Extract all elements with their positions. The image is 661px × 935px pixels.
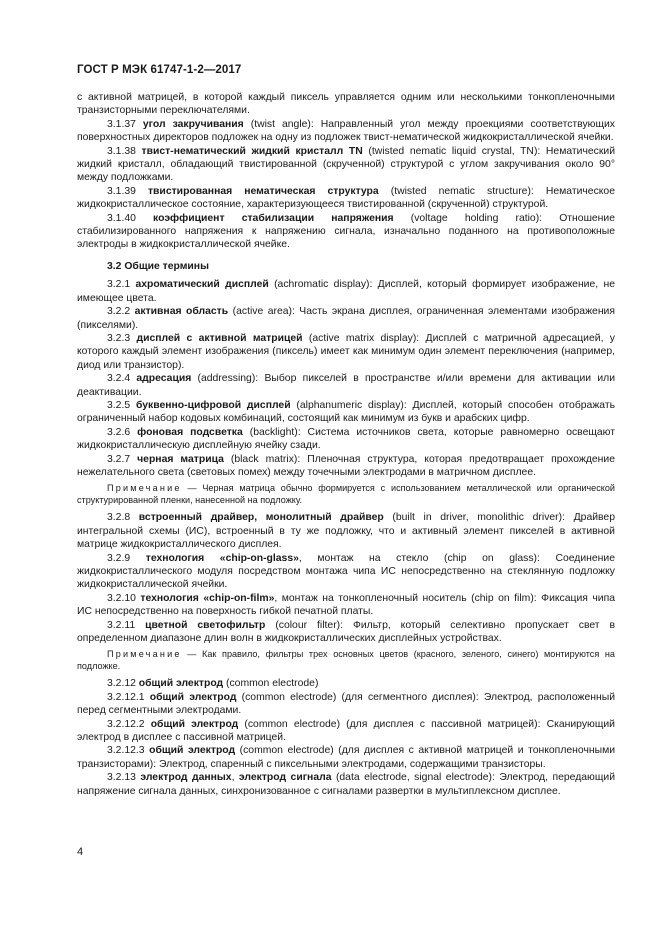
term-name: адресация xyxy=(136,373,192,385)
term-number: 3.2.12.1 xyxy=(107,691,145,703)
term-number: 3.2.11 xyxy=(107,619,136,631)
note-label: Примечание xyxy=(107,649,182,660)
term-name: общий электрод xyxy=(150,718,239,730)
term-number: 3.2.4 xyxy=(107,373,131,385)
term-definition: , монтаж на тонкопленочный носитель (chip on film): Фиксация чипа ИС непосредственно на поверхность гибкой печатной платы. xyxy=(77,592,616,618)
term-3-2-7 xyxy=(77,453,615,480)
term-3-2-8 xyxy=(77,511,615,551)
term-name: фоновая подсветка xyxy=(137,426,243,438)
term-number: 3.2.10 xyxy=(107,592,136,604)
term-name: технология «chip-on-film» xyxy=(140,592,275,604)
term-3-2-1 xyxy=(77,278,615,305)
term-number: 3.2.12.3 xyxy=(107,745,145,757)
term-3-2-9 xyxy=(77,552,615,592)
term-definition: (common electrode) (для дисплея с пассивной матрицей): Сканирующий электрод в дисплее с пассивной матрицей. xyxy=(77,718,615,744)
term-definition: , монтаж на стекло (chip on glass): Соединение жидкокристаллического модуля посредством монтажа чипа ИС непосредственно на стеклянную подложку жидкокристаллической ячейки. xyxy=(77,552,616,591)
term-3-2-5 xyxy=(77,399,615,426)
term-3-2-12-3 xyxy=(77,744,615,771)
term-number: 3.2.13 xyxy=(107,772,136,784)
section-heading-general-terms: 3.2 Общие термины xyxy=(107,260,209,272)
term-name: угол закручивания xyxy=(142,118,244,130)
term-3-1-40 xyxy=(77,212,615,252)
term-3-2-13 xyxy=(77,771,615,798)
term-definition: (twisted nematic structure): Нематическое жидкокристаллическое состояние, характеризующееся твистированной (скрученной) структурой. xyxy=(77,185,615,211)
page-header-standard-title: ГОСТ Р МЭК 61747-1-2—2017 xyxy=(77,64,242,76)
term-3-2-3 xyxy=(77,332,615,372)
page-number: 4 xyxy=(77,846,84,858)
term-3-2-11 xyxy=(77,619,615,646)
note-text: — Черная матрица обычно формируется с использованием металлической или органической структурированной пленки, нанесенной на подложку. xyxy=(77,483,615,506)
term-name: встроенный драйвер, монолитный драйвер xyxy=(138,512,384,524)
term-number: 3.2.5 xyxy=(107,399,131,411)
term-number: 3.2.2 xyxy=(107,306,131,318)
term-number: 3.2.6 xyxy=(107,426,131,438)
term-number: 3.2.9 xyxy=(107,552,131,564)
note-colour-filter xyxy=(77,648,615,672)
term-3-2-2 xyxy=(77,305,615,332)
term-name: общий электрод xyxy=(149,745,236,757)
term-definition: (twist angle): Направленный угол между проекциями соответствующих поверхностных директоров подложек на одну из подложек твист-нематической жидкокристаллической ячейки. xyxy=(77,118,616,144)
term-number: 3.2.7 xyxy=(107,453,131,465)
term-number: 3.2.3 xyxy=(107,332,131,344)
term-name-alt: электрод сигнала xyxy=(238,772,332,784)
term-separator: , xyxy=(231,772,239,784)
term-definition: (achromatic display): Дисплей, который формирует изображение, не имеющее цвета. xyxy=(77,279,615,304)
term-3-2-10 xyxy=(77,592,615,619)
term-3-2-6 xyxy=(77,426,615,453)
term-definition: (alphanumeric display): Дисплей, который способен отображать ограниченный набор кодовых комбинаций, состоящий как минимум из букв и арабских цифр. xyxy=(77,399,616,425)
term-3-1-38 xyxy=(77,145,615,185)
term-definition: (twisted nematic liquid crystal, TN): Нематический жидкий кристалл, обладающий твистированной (скрученной) структурой с углом закручивания около 90° между подложками. xyxy=(77,145,616,184)
term-name: общий электрод xyxy=(149,691,237,703)
term-number: 3.2.8 xyxy=(107,512,131,524)
term-definition: (black matrix): Пленочная структура, которая предотвращает прохождение нежелательного света (световых помех) между точечными электродами в матричном дисплее. xyxy=(77,453,615,478)
term-3-1-37 xyxy=(77,118,615,145)
term-number: 3.2.12 xyxy=(107,678,136,690)
note-label: Примечание xyxy=(107,483,182,494)
term-3-2-12 xyxy=(77,677,615,690)
term-name: дисплей с активной матрицей xyxy=(136,332,303,344)
note-text: — Как правило, фильтры трех основных цветов (красного, зеленого, синего) монтируются на подложке. xyxy=(77,649,615,672)
term-number: 3.1.37 xyxy=(107,118,136,130)
term-name: буквенно-цифровой дисплей xyxy=(135,399,291,411)
term-3-2-4 xyxy=(77,372,615,399)
term-name: цветной светофильтр xyxy=(145,619,266,631)
term-definition: (common electrode) (для дисплея с активной матрицей и тонкопленочными транзисторами): Электрод, спаренный с пиксельными электродами, содержащими транзисторы. xyxy=(77,745,616,770)
term-number: 3.2.12.2 xyxy=(107,718,145,730)
term-3-2-12-2 xyxy=(77,718,615,745)
term-name: технология «chip-on-glass» xyxy=(145,552,299,564)
term-name: коэффициент стабилизации напряжения xyxy=(153,212,394,224)
term-definition: (active area): Часть экрана дисплея, ограниченная элементами изображения (пикселями). xyxy=(77,306,615,331)
term-definition: (addressing): Выбор пикселей в пространстве и/или времени для активации или деактивации. xyxy=(77,373,615,398)
term-definition: (voltage holding ratio): Отношение стабилизированного напряжения к напряжению сигнала, изначально поданного на противоположные электроды в жидкокристаллической ячейке. xyxy=(77,212,615,251)
term-number: 3.1.38 xyxy=(107,145,136,157)
term-definition: (common electrode) (для сегментного дисплея): Электрод, расположенный перед сегментными электродами. xyxy=(77,691,616,717)
paragraph-continuation: с активной матрицей, в которой каждый пиксель управляется одним или несколькими тонкопленочными транзисторными переключателями. xyxy=(77,92,615,117)
term-definition: (built in driver, monolithic driver): Драйвер интегральной схемы (ИС), встроенный в ту же подложку, что и активный элемент пикселей в активной матрице жидкокристаллического дисплея. xyxy=(77,512,615,551)
term-name: электрод данных xyxy=(140,772,232,784)
term-number: 3.1.40 xyxy=(107,212,136,224)
term-3-2-12-1 xyxy=(77,691,615,718)
term-number: 3.2.1 xyxy=(107,279,131,291)
term-name: ахроматический дисплей xyxy=(135,279,269,291)
note-black-matrix xyxy=(77,482,615,506)
term-definition: (data electrode, signal electrode): Электрод, передающий напряжение сигнала данных, синхронизованное с сигналами развертки в мультиплексном дисплее. xyxy=(77,772,615,797)
term-number: 3.1.39 xyxy=(107,185,136,197)
term-definition: (colour filter): Фильтр, который селективно пропускает свет в определенном диапазоне длин волн в жидкокристаллических дисплейных устройствах. xyxy=(77,619,616,645)
term-name: черная матрица xyxy=(137,453,224,465)
term-name: общий электрод xyxy=(138,678,224,690)
term-name: активная область xyxy=(134,306,229,318)
page-content xyxy=(77,91,615,798)
term-definition: (backlight): Система источников света, которые равномерно освещают жидкокристаллическую дисплейную ячейку сзади. xyxy=(77,426,616,452)
term-name: твист-нематический жидкий кристалл TN xyxy=(141,145,363,157)
term-definition: (active matrix display): Дисплей с матричной адресацией, у которого каждый элемент изображения (пиксель) имеет как минимум один элемент переключения (например, диод или транзистор). xyxy=(77,332,615,371)
term-definition: (common electrode) xyxy=(223,678,319,690)
term-3-1-39 xyxy=(77,185,615,212)
term-name: твистированная нематическая структура xyxy=(147,185,379,197)
